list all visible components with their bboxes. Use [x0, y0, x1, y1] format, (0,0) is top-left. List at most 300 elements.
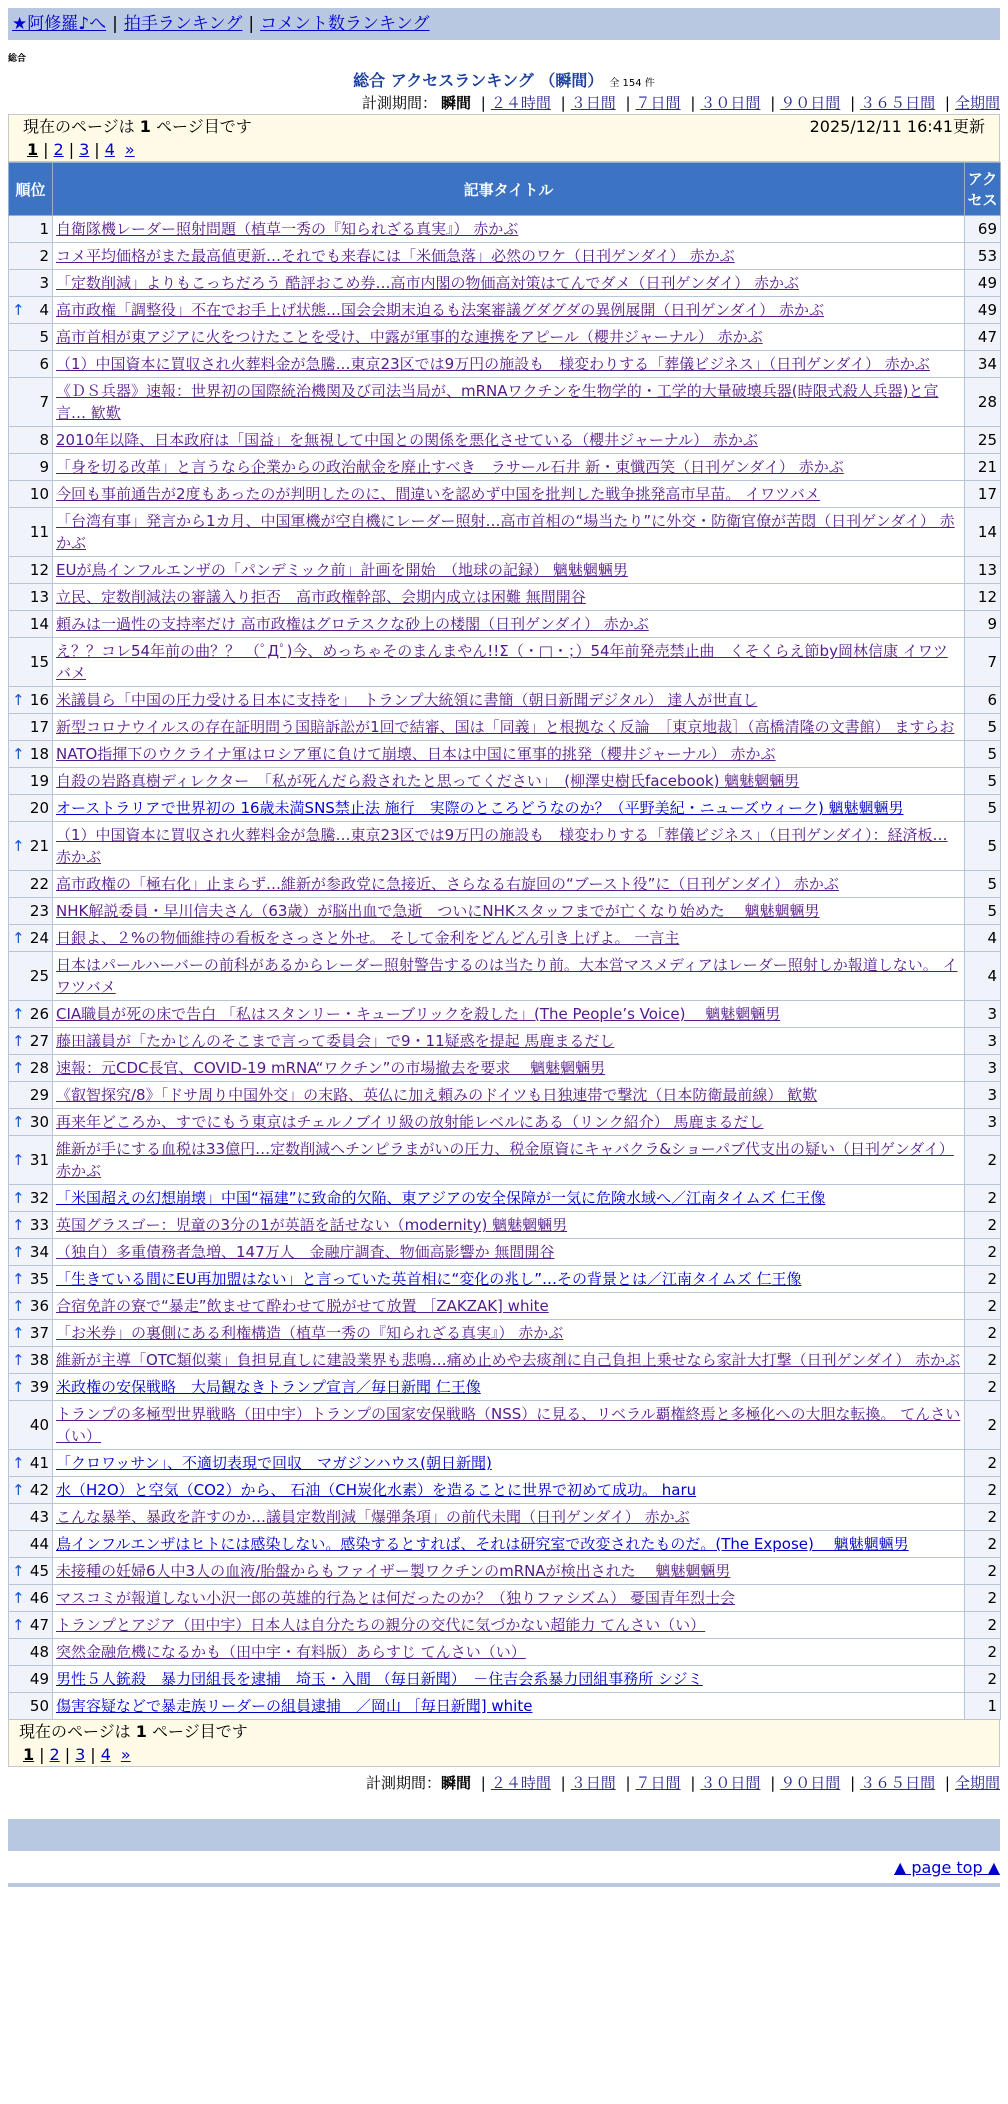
rank-cell: [9, 557, 53, 584]
rank-up-arrow-icon: ↑: [12, 1059, 25, 1077]
rank-number: 17: [29, 718, 49, 736]
home-link[interactable]: ★阿修羅♪へ: [12, 14, 107, 34]
article-link[interactable]: マスコミが報道しない小沢一郎の英雄的行為とは何だったのか？（独りファシズム） 憂国青年烈士会: [56, 1589, 736, 1607]
rank-cell: [9, 898, 53, 925]
period-365d-link[interactable]: ３６５日間: [860, 94, 936, 112]
article-link[interactable]: 2010年以降、日本政府は「国益」を無視して中国との関係を悪化させている（櫻井ジャーナル） 赤かぶ: [56, 431, 758, 449]
page-top-link[interactable]: ▲ page top ▲: [893, 1858, 1000, 1877]
header-title: 記事タイトル: [53, 163, 965, 216]
rank-number: 31: [29, 1151, 49, 1169]
article-link[interactable]: 傷害容疑などで暴走族リーダーの組員逮捕 ／岡山 ［毎日新聞] white: [56, 1697, 533, 1715]
access-count: 14: [965, 508, 1001, 557]
rank-cell: [9, 1082, 53, 1109]
title-cell: [53, 1347, 965, 1374]
table-row: [9, 1612, 1001, 1639]
title-cell: [53, 1612, 965, 1639]
article-link[interactable]: 日銀よ、２%の物価維持の看板をさっさと外せ。 そして金利をどんどん引き上げよ。 一言主: [56, 929, 680, 947]
period-30d-link[interactable]: ３０日間: [700, 1774, 761, 1792]
access-count: 2: [965, 1585, 1001, 1612]
nav-separator: |: [248, 14, 255, 34]
period-7d-link[interactable]: ７日間: [635, 94, 681, 112]
table-row: [9, 768, 1001, 795]
article-link[interactable]: 「身を切る改革」と言うなら企業からの政治献金を廃止すべき ラサール石井 新・東懺西笑（日刊ゲンダイ） 赤かぶ: [56, 458, 844, 476]
rank-up-arrow-icon: ↑: [12, 1243, 25, 1261]
title-cell: [53, 1320, 965, 1347]
article-link[interactable]: 米議員ら「中国の圧力受ける日本に支持を」 トランプ大統領に書簡（朝日新聞デジタル） 達人が世直し: [56, 691, 758, 709]
title-cell: [53, 1109, 965, 1136]
article-link[interactable]: 再来年どころか、すでにもう東京はチェルノブイリ級の放射能レベルにある（リンク紹介） 馬鹿まるだし: [56, 1113, 764, 1131]
article-link[interactable]: 「お米券」の裏側にある利権構造（植草一秀の『知られざる真実』） 赤かぶ: [56, 1324, 564, 1342]
title-cell: [53, 687, 965, 714]
rank-cell: [9, 584, 53, 611]
title-cell: [53, 454, 965, 481]
table-row: [9, 1109, 1001, 1136]
title-cell: [53, 1639, 965, 1666]
period-current: 瞬間: [440, 1774, 471, 1792]
access-count: 5: [965, 741, 1001, 768]
article-link[interactable]: 突然金融危機になるかも（田中宇・有料版）あらすじ てんさい（い）: [56, 1643, 526, 1661]
title-cell: [53, 1028, 965, 1055]
rank-cell: [9, 714, 53, 741]
title-cell: [53, 1136, 965, 1185]
article-link[interactable]: オーストラリアで世界初の 16歳未満SNS禁止法 施行 実際のところどうなのか？（平野美紀・ニューズウィーク) 魑魅魍魎男: [56, 799, 904, 817]
rank-cell: [9, 270, 53, 297]
access-count: 49: [965, 270, 1001, 297]
table-row: [9, 297, 1001, 324]
title-cell: [53, 427, 965, 454]
article-link[interactable]: こんな暴挙、暴政を許すのか…議員定数削減「爆弾条項」の前代未聞（日刊ゲンダイ） 赤かぶ: [56, 1508, 690, 1526]
rank-up-arrow-icon: ↑: [12, 1151, 25, 1169]
rank-number: 34: [29, 1243, 49, 1261]
article-link[interactable]: トランプの多極型世界戦略（田中宇）トランプの国家安保戦略（NSS）に見る、リベラル覇権終焉と多極化への大胆な転換。 てんさい（い）: [56, 1405, 961, 1445]
rank-cell: [9, 795, 53, 822]
rank-number: 43: [29, 1508, 49, 1526]
pager-page-4[interactable]: 4: [104, 140, 115, 159]
period-selector-top: 計測期間： 瞬間 | ２４時間 | ３日間 | ７日間 | ３０日間 | ９０日間 | ３６５日間 | 全期間: [361, 94, 1000, 112]
rank-number: 6: [39, 355, 49, 373]
pager-page-2[interactable]: 2: [49, 1745, 60, 1764]
current-page-text: 現在のページは 1 ページ目です: [19, 1722, 248, 1741]
rank-up-arrow-icon: ↑: [12, 1113, 25, 1131]
table-row: [9, 508, 1001, 557]
rank-number: 46: [29, 1589, 49, 1607]
title-cell: [53, 1477, 965, 1504]
page-top-area: [8, 1857, 1000, 1879]
rank-number: 35: [29, 1270, 49, 1288]
title-cell: [53, 925, 965, 952]
rank-up-arrow-icon: ↑: [12, 1005, 25, 1023]
article-link[interactable]: NATO指揮下のウクライナ軍はロシア軍に負けて崩壊、日本は中国に軍事的挑発（櫻井ジャーナル） 赤かぶ: [56, 745, 776, 763]
table-row: [9, 1558, 1001, 1585]
rank-cell: [9, 378, 53, 427]
rank-up-arrow-icon: ↑: [12, 301, 25, 319]
rank-number: 25: [29, 967, 49, 985]
table-row: [9, 611, 1001, 638]
title-cell: [53, 1266, 965, 1293]
table-row: [9, 1639, 1001, 1666]
rank-number: 24: [29, 929, 49, 947]
title-cell: [53, 795, 965, 822]
access-count: 3: [965, 1055, 1001, 1082]
rank-number: 2: [39, 247, 49, 265]
title-cell: [53, 1666, 965, 1693]
period-all-link[interactable]: 全期間: [954, 94, 1000, 112]
period-7d-link[interactable]: ７日間: [635, 1774, 681, 1792]
pager-next[interactable]: »: [124, 140, 135, 159]
rank-number: 36: [29, 1297, 49, 1315]
access-count: 13: [965, 557, 1001, 584]
rank-up-arrow-icon: ↑: [12, 1378, 25, 1396]
article-link[interactable]: 高市政権「調整役」不在でお手上げ状態…国会会期末迫るも法案審議グダグダの異例展開（日刊ゲンダイ） 赤かぶ: [56, 301, 824, 319]
top-nav: [8, 8, 1000, 40]
article-link[interactable]: 鳥インフルエンザはヒトには感染しない。感染するとすれば、それは研究室で改変されたものだ。(The Expose) 魑魅魍魎男: [56, 1535, 909, 1553]
rank-cell: [9, 1320, 53, 1347]
access-count: 5: [965, 768, 1001, 795]
access-count: 2: [965, 1504, 1001, 1531]
total-count: 全 154 件: [609, 78, 655, 89]
rank-cell: [9, 1239, 53, 1266]
rank-number: 10: [29, 485, 49, 503]
rank-cell: [9, 741, 53, 768]
table-row: [9, 871, 1001, 898]
article-link[interactable]: 藤田議員が「たかじんのそこまで言って委員会」で9・11疑惑を提起 馬鹿まるだし: [56, 1032, 615, 1050]
article-link[interactable]: 維新が手にする血税は33億円…定数削減ヘチンピラまがいの圧力、税金原資にキャバクラ&ショーパブ代支出の疑い（日刊ゲンダイ） 赤かぶ: [56, 1140, 954, 1180]
rank-number: 38: [29, 1351, 49, 1369]
table-row: [9, 1212, 1001, 1239]
rank-number: 13: [29, 588, 49, 606]
article-link[interactable]: 速報：元CDC長官、COVID-19 mRNA“ワクチン”の市場撤去を要求 魑魅魍魎男: [56, 1059, 606, 1077]
rank-cell: [9, 1374, 53, 1401]
rank-cell: [9, 1693, 53, 1720]
article-link[interactable]: 男性５人銃殺 暴力団組長を逮捕 埼玉・入間 （毎日新聞） －住吉会系暴力団組事務所 シジミ: [56, 1670, 703, 1688]
rank-cell: [9, 611, 53, 638]
table-row: [9, 1055, 1001, 1082]
access-count: 4: [965, 952, 1001, 1001]
ranking-table: [8, 162, 1001, 1720]
rank-cell: [9, 1212, 53, 1239]
table-row: [9, 351, 1001, 378]
title-cell: [53, 638, 965, 687]
article-link[interactable]: 高市首相が東アジアに火をつけたことを受け、中露が軍事的な連携をアピール（櫻井ジャーナル） 赤かぶ: [56, 328, 763, 346]
article-link[interactable]: 「米国超えの幻想崩壊」中国“福建”に致命的欠陥、東アジアの安全保障が一気に危険水域へ／江南タイムズ 仁王像: [56, 1189, 826, 1207]
title-cell: [53, 952, 965, 1001]
rank-up-arrow-icon: ↑: [12, 837, 25, 855]
article-link[interactable]: 英国グラスゴー：児童の3分の1が英語を話せない（modernity) 魑魅魍魎男: [56, 1216, 568, 1234]
article-link[interactable]: （1）中国資本に買収され火葬料金が急騰…東京23区では9万円の施設も 様変わりする「葬儀ビジネス」（日刊ゲンダイ）：経済板… 赤かぶ: [56, 826, 948, 866]
ranking-body: [9, 216, 1001, 1720]
comment-ranking-link[interactable]: コメント数ランキング: [260, 14, 430, 34]
access-count: 3: [965, 1028, 1001, 1055]
page-info-box-bottom: [8, 1720, 1000, 1767]
rank-up-arrow-icon: ↑: [12, 1297, 25, 1315]
title-cell: [53, 1212, 965, 1239]
rank-up-arrow-icon: ↑: [12, 1189, 25, 1207]
period-3d-link[interactable]: ３日間: [570, 94, 616, 112]
table-row: [9, 898, 1001, 925]
rank-number: 8: [39, 431, 49, 449]
title-cell: [53, 243, 965, 270]
article-link[interactable]: トランプとアジア（田中宇）日本人は自分たちの親分の交代に気づかない超能力 てんさい（い）: [56, 1616, 706, 1634]
period-365d-link[interactable]: ３６５日間: [860, 1774, 936, 1792]
page-title: [0, 70, 1008, 92]
access-count: 69: [965, 216, 1001, 243]
access-count: 5: [965, 898, 1001, 925]
title-cell: [53, 1585, 965, 1612]
article-link[interactable]: 「台湾有事」発言から1カ月、中国軍機が空自機にレーダー照射…高市首相の“場当たり”に外交・防衛官僚が苦悶（日刊ゲンダイ） 赤かぶ: [56, 512, 955, 552]
rank-number: 26: [29, 1005, 49, 1023]
access-count: 49: [965, 297, 1001, 324]
rank-number: 23: [29, 902, 49, 920]
period-label: 計測期間：: [365, 1774, 441, 1792]
rank-cell: [9, 216, 53, 243]
access-count: 4: [965, 925, 1001, 952]
access-count: 2: [965, 1293, 1001, 1320]
title-cell: [53, 1185, 965, 1212]
access-count: 6: [965, 687, 1001, 714]
pager-page-4[interactable]: 4: [100, 1745, 111, 1764]
rank-number: 12: [29, 561, 49, 579]
rank-up-arrow-icon: ↑: [12, 1481, 25, 1499]
title-cell: [53, 1558, 965, 1585]
table-row: [9, 1585, 1001, 1612]
period-3d-link[interactable]: ３日間: [570, 1774, 616, 1792]
rank-cell: [9, 1028, 53, 1055]
access-count: 28: [965, 378, 1001, 427]
article-link[interactable]: 「定数削減」よりもこっちだろう 酷評おこめ券…高市内閣の物価高対策はてんでダメ（日刊ゲンダイ） 赤かぶ: [56, 274, 800, 292]
rank-number: 32: [29, 1189, 49, 1207]
table-row: [9, 557, 1001, 584]
table-row: [9, 454, 1001, 481]
period-30d-link[interactable]: ３０日間: [700, 94, 761, 112]
access-count: 7: [965, 638, 1001, 687]
rank-cell: [9, 1585, 53, 1612]
table-row: [9, 1028, 1001, 1055]
table-row: [9, 1239, 1001, 1266]
article-link[interactable]: 水（H2O）と空気（CO2）から、 石油（CH炭化水素）を造ることに世界で初めて成功。 haru: [56, 1481, 697, 1499]
title-cell: [53, 898, 965, 925]
pager-current: 1: [27, 140, 39, 159]
rank-up-arrow-icon: ↑: [12, 691, 25, 709]
article-link[interactable]: （1）中国資本に買収され火葬料金が急騰…東京23区では9万円の施設も 様変わりする「葬儀ビジネス」（日刊ゲンダイ） 赤かぶ: [56, 355, 930, 373]
title-cell: [53, 324, 965, 351]
pager-page-2[interactable]: 2: [53, 140, 64, 159]
article-link[interactable]: 《ＤＳ兵器》速報：世界初の国際統治機関及び司法当局が、mRNAワクチンを生物学的・工学的大量破壊兵器(時限式殺人兵器)と宣言… 歓歎: [56, 382, 939, 422]
rank-cell: [9, 1558, 53, 1585]
article-link[interactable]: コメ平均価格がまた最高値更新…それでも来春には「米価急落」必然のワケ（日刊ゲンダイ） 赤かぶ: [56, 247, 735, 265]
rank-number: 29: [29, 1086, 49, 1104]
rank-number: 41: [29, 1454, 49, 1472]
period-24h-link[interactable]: ２４時間: [490, 94, 551, 112]
rank-number: 30: [29, 1113, 49, 1131]
access-count: 2: [965, 1212, 1001, 1239]
access-count: 2: [965, 1531, 1001, 1558]
access-count: 53: [965, 243, 1001, 270]
access-count: 3: [965, 1109, 1001, 1136]
rank-number: 27: [29, 1032, 49, 1050]
period-current: 瞬間: [440, 94, 471, 112]
pager-top: 1 | 2 | 3 | 4 »: [27, 140, 135, 159]
table-row: [9, 243, 1001, 270]
table-row: [9, 795, 1001, 822]
rank-up-arrow-icon: ↑: [12, 1562, 25, 1580]
title-cell: [53, 1504, 965, 1531]
access-count: 47: [965, 324, 1001, 351]
access-count: 9: [965, 611, 1001, 638]
footer-bar: [8, 1819, 1000, 1851]
rank-cell: [9, 871, 53, 898]
title-cell: [53, 378, 965, 427]
rank-cell: [9, 427, 53, 454]
pager-page-3[interactable]: 3: [75, 1745, 86, 1764]
rank-number: 11: [29, 523, 49, 541]
rank-cell: [9, 1504, 53, 1531]
nav-separator: |: [112, 14, 118, 34]
footer-bar-bottom: [8, 1883, 1000, 1887]
table-row: [9, 1477, 1001, 1504]
rank-cell: [9, 1109, 53, 1136]
article-link[interactable]: （独自）多重債務者急増、147万人 金融庁調査、物価高影響か 無間開谷: [56, 1243, 555, 1261]
article-link[interactable]: 未接種の妊婦6人中3人の血液/胎盤からもファイザー製ワクチンのmRNAが検出された 魑魅魍魎男: [56, 1562, 731, 1580]
access-count: 2: [965, 1612, 1001, 1639]
rank-number: 39: [29, 1378, 49, 1396]
rank-cell: [9, 1612, 53, 1639]
rank-cell: [9, 638, 53, 687]
rank-cell: [9, 952, 53, 1001]
access-count: 5: [965, 871, 1001, 898]
rank-number: 22: [29, 875, 49, 893]
access-count: 2: [965, 1558, 1001, 1585]
pager-next[interactable]: »: [120, 1745, 131, 1764]
rank-number: 28: [29, 1059, 49, 1077]
table-row: [9, 1347, 1001, 1374]
rank-cell: [9, 925, 53, 952]
table-row: [9, 822, 1001, 871]
article-link[interactable]: 米政権の安保戦略 大局観なきトランプ宣言／毎日新聞 仁王像: [56, 1378, 481, 1396]
article-link[interactable]: 自殺の岩路真樹ディレクター 「私が死んだら殺されたと思ってください」 (柳澤史樹氏facebook) 魑魅魍魎男: [56, 772, 800, 790]
table-row: [9, 1531, 1001, 1558]
title-cell: [53, 508, 965, 557]
access-count: 2: [965, 1374, 1001, 1401]
access-count: 2: [965, 1639, 1001, 1666]
access-count: 2: [965, 1347, 1001, 1374]
rank-up-arrow-icon: ↑: [12, 745, 25, 763]
article-link[interactable]: 《叡智探究/8》「ドサ周り中国外交」の末路、英仏に加え頼みのドイツも日独連帯で撃沈（日本防衛最前線） 歓歎: [56, 1086, 818, 1104]
period-90d-link[interactable]: ９０日間: [780, 1774, 841, 1792]
period-all-link[interactable]: 全期間: [954, 1774, 1000, 1792]
rank-number: 37: [29, 1324, 49, 1342]
article-link[interactable]: 立民、定数削減法の審議入り拒否 高市政権幹部、会期内成立は困難 無間開谷: [56, 588, 586, 606]
article-link[interactable]: 今回も事前通告が2度もあったのが判明したのに、間違いを認めず中国を批判した戦争挑発高市早苗。 イワツバメ: [56, 485, 820, 503]
table-row: [9, 481, 1001, 508]
access-count: 3: [965, 1082, 1001, 1109]
period-selector-bottom: 計測期間：瞬間 | ２４時間 | ３日間 | ７日間 | ３０日間 | ９０日間 | ３６５日間 | 全期間: [365, 1774, 1000, 1792]
rank-up-arrow-icon: ↑: [12, 1351, 25, 1369]
access-count: 34: [965, 351, 1001, 378]
table-row: [9, 1082, 1001, 1109]
rank-cell: [9, 508, 53, 557]
access-count: 2: [965, 1401, 1001, 1450]
title-cell: [53, 741, 965, 768]
title-cell: [53, 1531, 965, 1558]
header-rank: 順位: [9, 163, 53, 216]
article-link[interactable]: 「生きている間にEU再加盟はない」と言っていた英首相に“変化の兆し”…その背景とは／江南タイムズ 仁王像: [56, 1270, 802, 1288]
title-cell: [53, 611, 965, 638]
rank-cell: [9, 1450, 53, 1477]
article-link[interactable]: 日本はパールハーバーの前科があるからレーダー照射警告するのは当たり前。大本営マスメディアはレーダー照射しか報道しない。 イワツバメ: [56, 956, 958, 996]
rank-cell: [9, 1401, 53, 1450]
title-cell: [53, 270, 965, 297]
access-count: 5: [965, 795, 1001, 822]
access-count: 2: [965, 1477, 1001, 1504]
clap-ranking-link[interactable]: 拍手ランキング: [123, 14, 243, 34]
access-count: 17: [965, 481, 1001, 508]
rank-cell: [9, 243, 53, 270]
table-row: [9, 1185, 1001, 1212]
access-count: 21: [965, 454, 1001, 481]
table-row: [9, 1293, 1001, 1320]
title-cell: [53, 871, 965, 898]
rank-cell: [9, 1347, 53, 1374]
title-cell: [53, 768, 965, 795]
pager-bottom: 1 | 2 | 3 | 4 »: [23, 1745, 131, 1764]
article-link[interactable]: え？？コレ54年前の曲？？ （ﾟДﾟ)今、めっちゃそのまんまやん!!Σ（・□・；）54年前発売禁止曲 くそくらえ節by岡林信康 イワツバメ: [56, 642, 948, 682]
rank-number: 1: [39, 220, 49, 238]
table-row: [9, 1666, 1001, 1693]
article-link[interactable]: 高市政権の「極右化」止まらず…維新が参政党に急接近、さらなる右旋回の“ブースト役”に（日刊ゲンダイ） 赤かぶ: [56, 875, 839, 893]
rank-cell: [9, 1266, 53, 1293]
article-link[interactable]: 「クロワッサン」、不適切表現で回収 マガジンハウス(朝日新聞): [56, 1454, 492, 1472]
title-cell: [53, 584, 965, 611]
table-row: [9, 1450, 1001, 1477]
ranking-title: 総合 アクセスランキング （瞬間）: [353, 71, 604, 90]
article-link[interactable]: 合宿免許の寮で“暴走”飲ませて酔わせて脱がせて放置 ［ZAKZAK] white: [56, 1297, 549, 1315]
table-row: [9, 378, 1001, 427]
period-90d-link[interactable]: ９０日間: [780, 94, 841, 112]
pager-current: 1: [23, 1745, 35, 1764]
article-link[interactable]: 自衛隊機レーダー照射問題（植草一秀の『知られざる真実』） 赤かぶ: [56, 220, 519, 238]
table-row: [9, 1401, 1001, 1450]
article-link[interactable]: 頼みは一過性の支持率だけ 高市政権はグロテスクな砂上の楼閣（日刊ゲンダイ） 赤かぶ: [56, 615, 649, 633]
article-link[interactable]: CIA職員が死の床で告白 「私はスタンリー・キューブリックを殺した」(The People’s Voice) 魑魅魍魎男: [56, 1005, 781, 1023]
pager-page-3[interactable]: 3: [79, 140, 90, 159]
rank-number: 14: [29, 615, 49, 633]
current-page-text: 現在のページは 1 ページ目です: [23, 117, 252, 136]
updated-timestamp: 2025/12/11 16:41更新: [809, 117, 985, 136]
title-cell: [53, 1082, 965, 1109]
rank-number: 19: [29, 772, 49, 790]
access-count: 2: [965, 1239, 1001, 1266]
article-link[interactable]: NHK解説委員・早川信夫さん（63歳）が脳出血で急逝 ついにNHKスタッフまでが亡くなり始めた 魑魅魍魎男: [56, 902, 820, 920]
access-count: 12: [965, 584, 1001, 611]
period-24h-link[interactable]: ２４時間: [490, 1774, 551, 1792]
article-link[interactable]: 維新が主導「OTC類似薬」負担見直しに建設業界も悲鳴…痛め止めや去痰剤に自己負担上乗せなら家計大打撃（日刊ゲンダイ） 赤かぶ: [56, 1351, 961, 1369]
article-link[interactable]: 新型コロナウイルスの存在証明問う国賠訴訟が1回で結審、国は「同義」と根拠なく反論 ［東京地裁］（高橋清隆の文書館） ますらお: [56, 718, 955, 736]
table-row: [9, 1001, 1001, 1028]
access-count: 5: [965, 714, 1001, 741]
access-count: 5: [965, 822, 1001, 871]
rank-number: 21: [29, 837, 49, 855]
header-access: アクセス: [965, 163, 1001, 216]
access-count: 1: [965, 1693, 1001, 1720]
article-link[interactable]: EUが鳥インフルエンザの「パンデミック前」計画を開始 （地球の記録） 魑魅魍魎男: [56, 561, 628, 579]
access-count: 3: [965, 1001, 1001, 1028]
title-cell: [53, 557, 965, 584]
rank-up-arrow-icon: ↑: [12, 1454, 25, 1472]
rank-cell: [9, 324, 53, 351]
rank-number: 18: [29, 745, 49, 763]
rank-cell: [9, 1136, 53, 1185]
rank-number: 4: [39, 301, 49, 319]
